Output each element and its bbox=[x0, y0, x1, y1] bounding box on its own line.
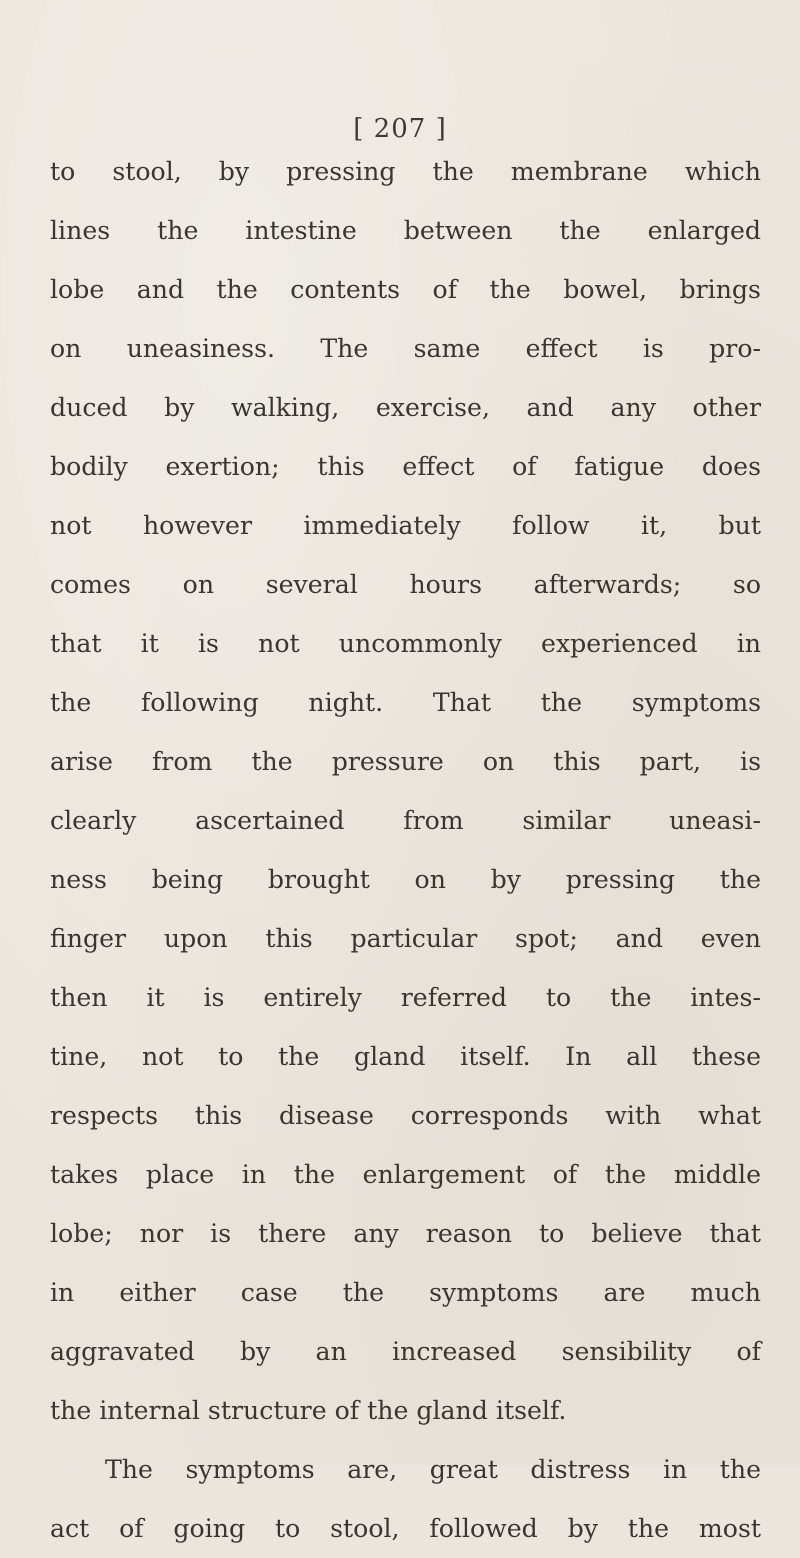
text-line: ness being brought on by pressing the bbox=[50, 865, 761, 894]
text-line: that it is not uncommonly experienced in bbox=[50, 629, 761, 658]
text-line: duced by walking, exercise, and any other bbox=[50, 393, 761, 422]
text-line: then it is entirely referred to the intes- bbox=[50, 983, 761, 1012]
page-number: [ 207 ] bbox=[353, 114, 447, 144]
text-line: act of going to stool, followed by the most bbox=[50, 1514, 761, 1543]
text-line: finger upon this particular spot; and even bbox=[50, 924, 761, 953]
text-line: The symptoms are, great distress in the bbox=[105, 1455, 761, 1484]
text-line: not however immediately follow it, but bbox=[50, 511, 761, 540]
text-line: the following night. That the symptoms bbox=[50, 688, 761, 717]
text-line: respects this disease corresponds with what bbox=[50, 1101, 761, 1130]
body-text bbox=[50, 142, 761, 1558]
text-line: tine, not to the gland itself. In all these bbox=[50, 1042, 761, 1071]
text-line: clearly ascertained from similar uneasi- bbox=[50, 806, 761, 835]
text-line: bodily exertion; this effect of fatigue does bbox=[50, 452, 761, 481]
text-line: aggravated by an increased sensibility of bbox=[50, 1337, 761, 1366]
text-line: lobe and the contents of the bowel, brings bbox=[50, 275, 761, 304]
text-line: takes place in the enlargement of the middle bbox=[50, 1160, 761, 1189]
text-line: lobe; nor is there any reason to believe that bbox=[50, 1219, 761, 1248]
text-line: on uneasiness. The same effect is pro- bbox=[50, 334, 761, 363]
text-line: comes on several hours afterwards; so bbox=[50, 570, 761, 599]
text-line: in either case the symptoms are much bbox=[50, 1278, 761, 1307]
text-line: lines the intestine between the enlarged bbox=[50, 216, 761, 245]
text-line: the internal structure of the gland itself. bbox=[50, 1396, 567, 1425]
text-line: arise from the pressure on this part, is bbox=[50, 747, 761, 776]
text-line: to stool, by pressing the membrane which bbox=[50, 157, 761, 186]
